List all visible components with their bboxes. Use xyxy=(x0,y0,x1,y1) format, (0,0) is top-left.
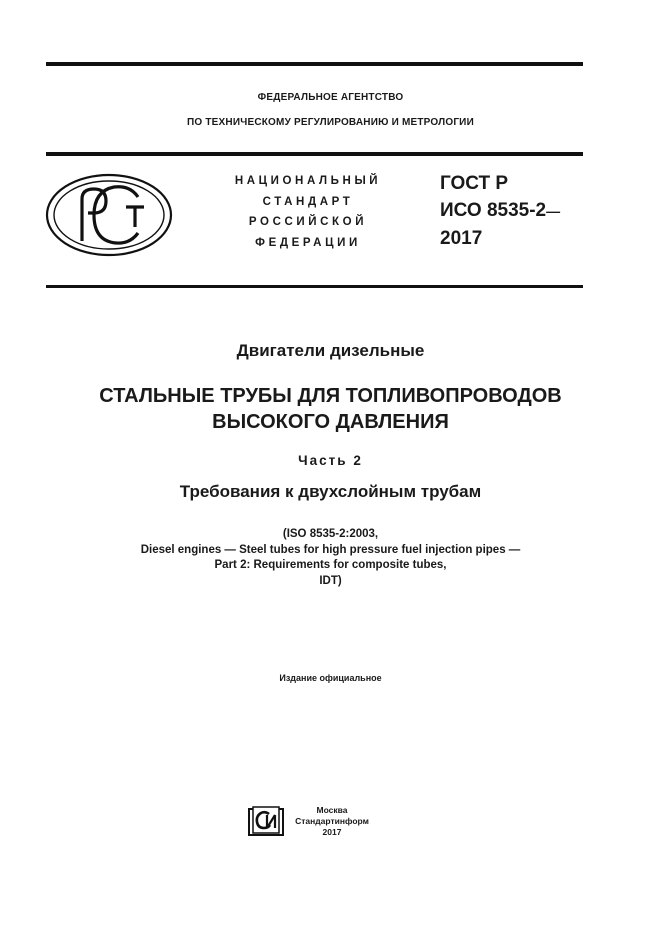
iso-line-1: (ISO 8535-2:2003, xyxy=(282,528,379,540)
national-line: СТАНДАРТ xyxy=(262,195,354,208)
standard-code-year: 2017 xyxy=(440,228,483,249)
standard-code-line-2: ИСО 8535-2 xyxy=(440,200,547,221)
standartinform-logo-icon xyxy=(247,805,285,837)
edition-label: Издание официальное xyxy=(279,673,382,683)
block-rule xyxy=(46,285,583,288)
iso-line-2: Diesel engines — Steel tubes for high pressure fuel injection pipes — xyxy=(140,543,521,556)
gost-r-logo-icon xyxy=(44,173,174,257)
publisher-info xyxy=(290,805,374,838)
publisher-city: Москва xyxy=(316,805,348,815)
agency-line-1: ФЕДЕРАЛЬНОЕ АГЕНТСТВО xyxy=(257,92,404,103)
top-rule xyxy=(46,62,583,66)
iso-line-4: IDT) xyxy=(319,574,342,587)
national-line: РОССИЙСКОЙ xyxy=(248,216,368,228)
national-line: ФЕДЕРАЦИИ xyxy=(255,236,361,249)
publisher-name: Стандартинформ xyxy=(295,816,369,826)
iso-reference xyxy=(0,527,661,589)
agency-line-2: ПО ТЕХНИЧЕСКОМУ РЕГУЛИРОВАНИЮ И МЕТРОЛОГИИ xyxy=(187,117,474,128)
standard-code xyxy=(440,170,560,252)
publisher-year: 2017 xyxy=(322,827,342,837)
national-line: НАЦИОНАЛЬНЫЙ xyxy=(234,175,382,187)
subtitle: Требования к двухслойным трубам xyxy=(179,482,482,501)
standard-code-line-1: ГОСТ Р xyxy=(440,173,509,194)
main-title-line-2: ВЫСОКОГО ДАВЛЕНИЯ xyxy=(212,411,449,433)
standard-code-dash: — xyxy=(546,203,561,219)
part-label: Часть 2 xyxy=(298,453,363,468)
iso-line-3: Part 2: Requirements for composite tubes, xyxy=(214,559,447,571)
category-title: Двигатели дизельные xyxy=(236,341,425,360)
main-title-line-1: СТАЛЬНЫЕ ТРУБЫ ДЛЯ ТОПЛИВОПРОВОДОВ xyxy=(99,385,562,407)
main-title xyxy=(0,383,661,435)
header-rule xyxy=(46,152,583,156)
national-standard-label xyxy=(208,171,408,253)
